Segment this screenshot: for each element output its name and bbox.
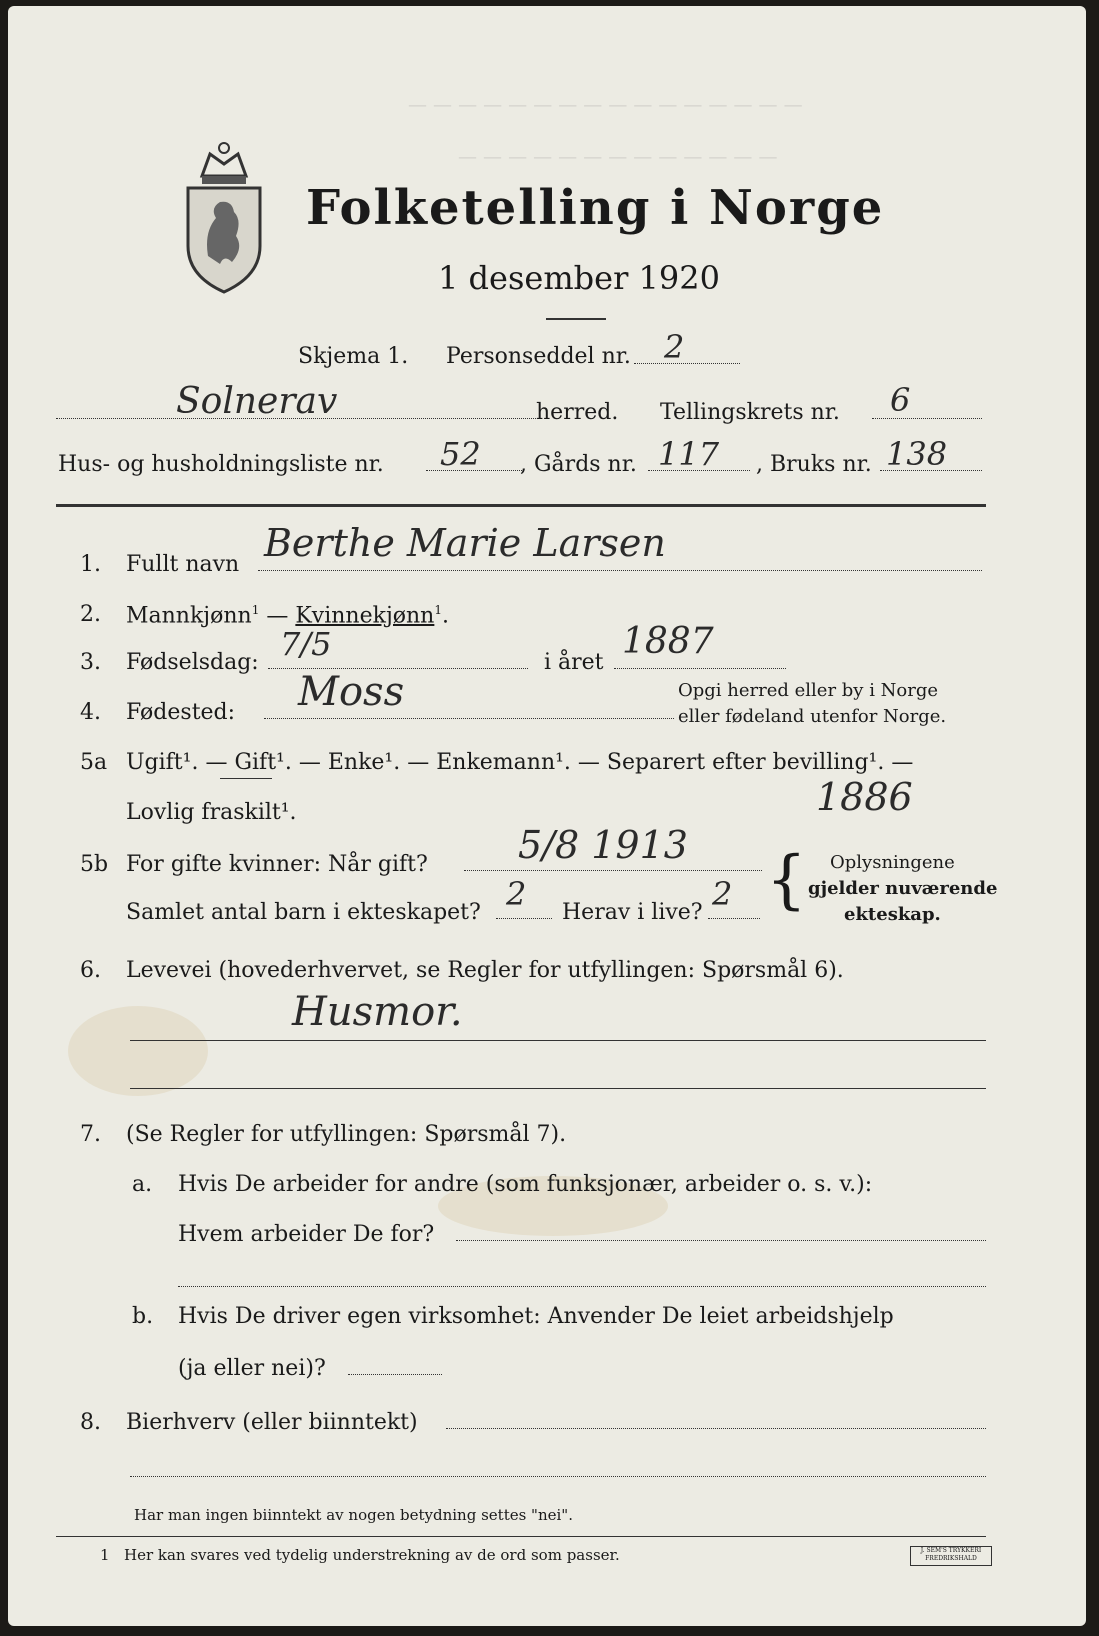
q7a-line[interactable] — [456, 1240, 986, 1241]
q1-full-name-value[interactable]: Berthe Marie Larsen — [264, 521, 666, 565]
q8-line-2[interactable] — [130, 1476, 986, 1477]
q7a-question: Hvem arbeider De for? — [178, 1222, 435, 1247]
q4-line — [264, 718, 674, 719]
q3-year-value[interactable]: 1887 — [622, 621, 714, 662]
title-divider — [546, 318, 606, 320]
q7a-line-2[interactable] — [178, 1286, 986, 1287]
q7-number: 7. — [80, 1122, 101, 1147]
q4-note-line2: eller fødeland utenfor Norge. — [678, 706, 947, 727]
q5b-note-line2: gjelder nuværende — [808, 878, 998, 899]
q5b-children-line — [496, 918, 552, 919]
q7-label: (Se Regler for utfyllingen: Spørsmål 7). — [126, 1122, 567, 1147]
footnote-text: Her kan svares ved tydelig understrekning av de ord som passer. — [124, 1546, 620, 1564]
gards-label: , Gårds nr. — [520, 452, 637, 477]
option-mannkjonn[interactable]: Mannkjønn — [126, 603, 252, 629]
q7b-question: (ja eller nei)? — [178, 1356, 326, 1381]
q3-year-label: i året — [544, 650, 604, 675]
gards-value[interactable]: 117 — [658, 435, 720, 473]
option-kvinnekjonn-selected[interactable]: Kvinnekjønn — [295, 603, 435, 629]
q5b-alive-line — [708, 918, 760, 919]
q7b-text: Hvis De driver egen virksomhet: Anvender De leiet arbeidshjelp — [178, 1304, 894, 1329]
tellingskrets-label: Tellingskrets nr. — [660, 400, 840, 425]
paper-stain — [68, 1006, 208, 1096]
printer-stamp: J. SEM'S TRYKKERI FREDRIKSHALD — [910, 1546, 992, 1566]
q4-birthplace-value[interactable]: Moss — [298, 669, 405, 715]
q4-label: Fødested: — [126, 700, 236, 725]
q7b-number: b. — [132, 1304, 154, 1329]
gift-underline — [220, 778, 272, 779]
q5a-options-line2[interactable]: Lovlig fraskilt¹. — [126, 800, 297, 825]
tellingskrets-value[interactable]: 6 — [890, 381, 911, 419]
census-form-page — [8, 6, 1086, 1626]
skjema-label: Skjema 1. — [298, 344, 409, 369]
q7b-line[interactable] — [348, 1374, 442, 1375]
q2-number: 2. — [80, 602, 101, 627]
q6-label: Levevei (hovederhvervet, se Regler for utfyllingen: Spørsmål 6). — [126, 958, 844, 983]
q5b-alive-value[interactable]: 2 — [712, 875, 733, 913]
q5b-note-line1: Oplysningene — [830, 852, 955, 873]
tellingskrets-line — [872, 418, 982, 419]
q5b-alive-label: Herav i live? — [562, 900, 703, 925]
q3-number: 3. — [80, 650, 101, 675]
q5b-children-label: Samlet antal barn i ekteskapet? — [126, 900, 481, 925]
bleed-through-text: — — — — — — — — — — — — — — [458, 146, 778, 168]
q8-line[interactable] — [446, 1428, 986, 1429]
section-divider — [56, 504, 986, 507]
personseddel-line — [634, 363, 740, 364]
herred-label: herred. — [536, 400, 619, 425]
q6-number: 6. — [80, 958, 101, 983]
footnote-mark: 1 — [251, 603, 260, 617]
q4-number: 4. — [80, 700, 101, 725]
q8-label: Bierhverv (eller biinntekt) — [126, 1410, 418, 1435]
form-title: Folketelling i Norge — [306, 180, 885, 236]
personseddel-value[interactable]: 2 — [664, 328, 685, 366]
q3-birthday-value[interactable]: 7/5 — [280, 625, 332, 663]
q8-note: Har man ingen biinntekt av nogen betydning settes "nei". — [134, 1506, 573, 1524]
q5b-married-date-value[interactable]: 5/8 1913 — [518, 823, 688, 867]
q7a-number: a. — [132, 1172, 153, 1197]
hus-value[interactable]: 52 — [440, 435, 481, 473]
q1-label: Fullt navn — [126, 552, 240, 577]
q6-line-2 — [130, 1088, 986, 1089]
bruks-label: , Bruks nr. — [756, 452, 872, 477]
q1-line — [258, 570, 982, 571]
q5b-note-line3: ekteskap. — [844, 904, 941, 925]
q6-line-1 — [130, 1040, 986, 1041]
bruks-value[interactable]: 138 — [886, 435, 948, 473]
footer-divider — [56, 1536, 986, 1537]
q5b-number: 5b — [80, 852, 109, 877]
q5b-children-value[interactable]: 2 — [506, 875, 527, 913]
footnote-mark: 1 — [434, 603, 442, 617]
herred-value[interactable]: Solnerav — [176, 381, 338, 422]
q2-end: . — [442, 603, 449, 629]
personseddel-label: Personseddel nr. — [446, 344, 631, 369]
q6-occupation-value[interactable]: Husmor. — [292, 989, 463, 1035]
hus-label: Hus- og husholdningsliste nr. — [58, 452, 384, 477]
q4-note-line1: Opgi herred eller by i Norge — [678, 680, 939, 701]
q1-number: 1. — [80, 552, 101, 577]
q5b-label: For gifte kvinner: Når gift? — [126, 852, 428, 877]
form-date: 1 desember 1920 — [438, 259, 720, 297]
bleed-through-text: — — — — — — — — — — — — — — — — — [408, 94, 803, 116]
footnote-mark: 1 — [100, 1546, 110, 1564]
q5a-options[interactable]: Ugift¹. — Gift¹. — Enke¹. — Enkemann¹. — Separert efter bevilling¹. — — [126, 750, 914, 775]
option-separator: — — [266, 603, 289, 629]
q5b-line — [464, 870, 762, 871]
q7a-text: Hvis De arbeider for andre (som funksjonær, arbeider o. s. v.): — [178, 1172, 873, 1197]
q3-label: Fødselsdag: — [126, 650, 259, 675]
brace: { — [766, 843, 807, 917]
q8-number: 8. — [80, 1410, 101, 1435]
q3-year-line — [614, 668, 786, 669]
q5a-number: 5a — [80, 750, 108, 775]
q2-options — [126, 604, 449, 627]
q5a-margin-note: 1886 — [816, 775, 913, 819]
norway-coat-of-arms-icon — [180, 136, 268, 296]
